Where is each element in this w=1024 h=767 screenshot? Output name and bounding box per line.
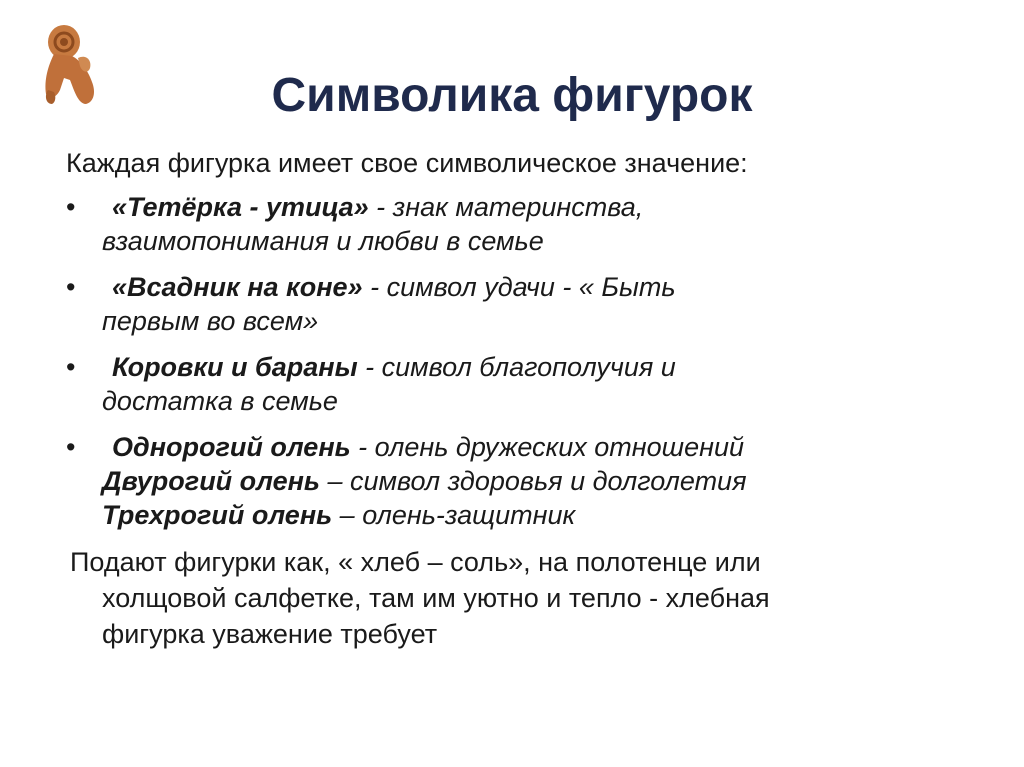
bullet-description: - символ благополучия и — [357, 352, 676, 382]
bullet-description: - символ удачи - « Быть — [362, 272, 676, 302]
list-item — [66, 190, 996, 258]
bullet-description-cont: взаимопонимания и любви в семье — [102, 226, 544, 256]
outro-line: фигурка уважение требует — [102, 619, 438, 649]
bullet-dot: • — [66, 432, 76, 462]
bullet-description: - знак материнства, — [368, 192, 644, 222]
bullet-description: - олень дружеских отношений — [350, 432, 744, 462]
bullet-term: Трехрогий олень — [102, 500, 333, 530]
bullet-description-cont: первым во всем» — [102, 306, 319, 336]
list-item — [66, 350, 996, 418]
outro-text — [66, 544, 996, 652]
bullet-description: – олень-защитник — [332, 500, 576, 530]
bullet-dot: • — [66, 192, 76, 222]
bullet-term: Коровки и бараны — [112, 352, 358, 382]
bullet-description-cont: достатка в семье — [102, 386, 338, 416]
list-item — [66, 430, 996, 532]
outro-line: Подают фигурки как, « хлеб – соль», на полотенце или — [70, 547, 761, 577]
bullet-term: Двурогий олень — [102, 466, 320, 496]
list-item — [66, 270, 996, 338]
slide-content — [66, 146, 996, 652]
bullet-list — [66, 190, 996, 532]
bullet-dot: • — [66, 352, 76, 382]
slide-title: Символика фигурок — [271, 69, 753, 122]
bullet-term: «Тетёрка - утица» — [112, 192, 369, 222]
bullet-description: – символ здоровья и долголетия — [319, 466, 747, 496]
bullet-dot: • — [66, 272, 76, 302]
outro-line: холщовой салфетке, там им уютно и тепло - хлебная — [102, 583, 770, 613]
intro-text: Каждая фигурка имеет свое символическое значение: — [66, 148, 748, 178]
bullet-term: Однорогий олень — [112, 432, 351, 462]
bullet-term: «Всадник на коне» — [112, 272, 363, 302]
